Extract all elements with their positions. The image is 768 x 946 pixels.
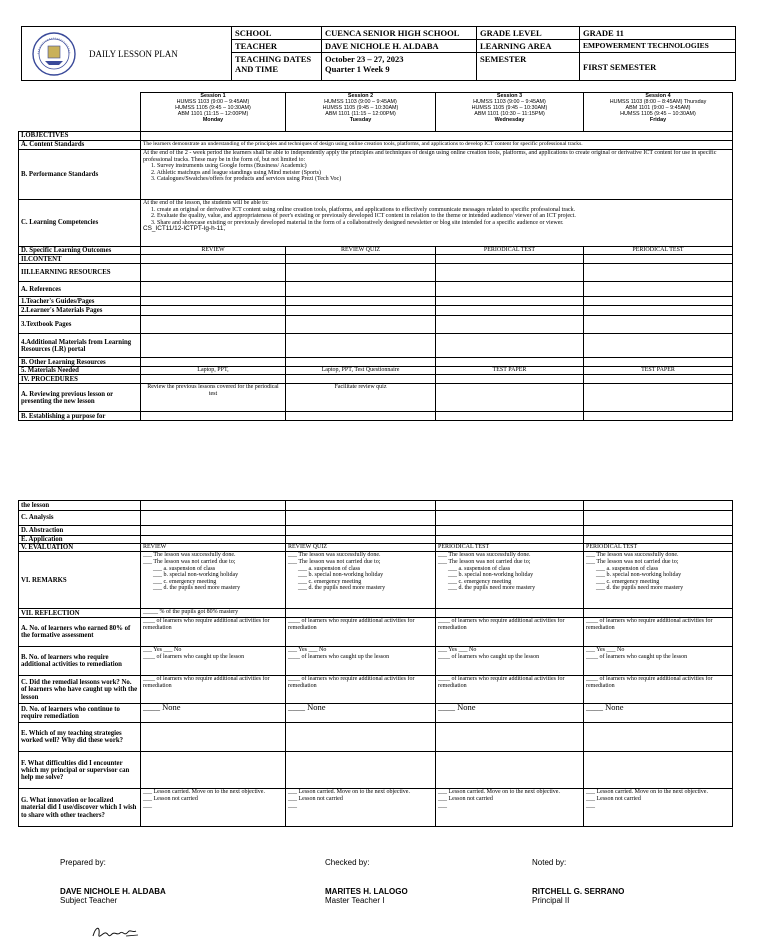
refl-c-3: ____ of learners who require additional activities for remediation xyxy=(436,676,584,704)
purpose-label: B. Establishing a purpose for xyxy=(19,412,141,421)
handwritten-signature-icon xyxy=(90,924,140,942)
outcome-2: REVIEW QUIZ xyxy=(286,247,436,255)
refl-g-label: G. What innovation or localized material did I use/discover which I wish to share with other teachers? xyxy=(19,789,141,827)
grade-value: GRADE 11 xyxy=(580,27,736,40)
noted-name: RITCHELL G. SERRANO xyxy=(532,887,625,896)
refl-d-4: ____ None xyxy=(584,704,733,723)
refl-b-label: B. No. of learners who require additional activities to remediation xyxy=(19,647,141,676)
refl-a-3: ____ of learners who require additional activities for remediation xyxy=(436,618,584,647)
abstraction-label: D. Abstraction xyxy=(19,526,141,536)
refl-g-3: ___ Lesson carried. Move on to the next objective. ___ Lesson not carried ___ xyxy=(436,789,584,827)
prepared-title: Subject Teacher xyxy=(60,896,118,905)
session-3: Session 3 HUMSS 1103 (9:00 – 9:45AM) HUMSS 1105 (9:45 – 10:30AM) ABM 1101 (10:30 – 11:15PM) Wednesday xyxy=(436,93,584,132)
school-label: SCHOOL xyxy=(232,27,322,40)
dates-label: TEACHING DATES AND TIME xyxy=(232,53,322,81)
checked-block xyxy=(325,887,408,905)
outcome-4: PERIODICAL TEST xyxy=(584,247,733,255)
reviewing-label: A. Reviewing previous lesson or presenting the new lesson xyxy=(19,384,141,412)
reflection-pct: _____ % of the pupils got 80% mastery xyxy=(141,609,286,618)
materials-4: TEST PAPER xyxy=(584,367,733,375)
learning-resources-heading: III.LEARNING RESOURCES xyxy=(19,264,141,282)
refl-d-2: ____ None xyxy=(286,704,436,723)
refl-d-3: ____ None xyxy=(436,704,584,723)
refl-c-4: ____ of learners who require additional activities for remediation xyxy=(584,676,733,704)
refl-b-1: ___ Yes ___ No ____ of learners who caught up the lesson xyxy=(141,647,286,676)
refl-d-label: D. No. of learners who continue to require remediation xyxy=(19,704,141,723)
header-logo-cell xyxy=(22,27,232,81)
refl-g-4: ___ Lesson carried. Move on to the next objective. ___ Lesson not carried ___ xyxy=(584,789,733,827)
content-heading: II.CONTENT xyxy=(19,255,141,264)
lesson-table-page1 xyxy=(18,92,733,421)
remarks-row xyxy=(19,552,733,609)
teacher-value: DAVE NICHOLE H. ALDABA xyxy=(322,40,477,53)
content-standards-text: The learners demonstrate an understanding of the principles and techniques of design using online creation tools, platforms, and applications to develop ICT content for specific professional tracks. xyxy=(141,141,733,150)
refl-g-1: ___ Lesson carried. Move on to the next objective. ___ Lesson not carried ___ xyxy=(141,789,286,827)
materials-1: Laptop, PPT, xyxy=(141,367,286,375)
evaluation-4: PERIODICAL TEST xyxy=(584,544,733,552)
checked-label: Checked by: xyxy=(325,858,370,867)
references-label: A. References xyxy=(19,282,141,297)
other-resources-label: B. Other Learning Resources xyxy=(19,358,141,367)
refl-a-1: ____ of learners who require additional activities for remediation xyxy=(141,618,286,647)
sessions-row xyxy=(19,93,733,132)
evaluation-1: REVIEW xyxy=(141,544,286,552)
content-standards-label: A. Content Standards xyxy=(19,141,141,150)
reviewing-2: Facilitate review quiz xyxy=(286,384,436,412)
teacher-label: TEACHER xyxy=(232,40,322,53)
remarks-4: ___ The lesson was successfully done. ___ The lesson was not carried due to; ___ a. suspension of class ___ b. special non-working holiday ___ c. emergency meeting ___ d. the pupils need more mastery xyxy=(584,552,733,609)
objectives-heading: I.OBJECTIVES xyxy=(19,132,141,141)
refl-b-2: ___ Yes ___ No ____ of learners who caught up the lesson xyxy=(286,647,436,676)
prepared-block xyxy=(60,887,166,905)
reviewing-1: Review the previous lessons covered for the periodical test xyxy=(141,384,286,412)
procedures-heading: IV. PROCEDURES xyxy=(19,375,141,384)
prepared-name: DAVE NICHOLE H. ALDABA xyxy=(60,887,166,896)
evaluation-2: REVIEW QUIZ xyxy=(286,544,436,552)
session-1: Session 1 HUMSS 1103 (9:00 – 9:45AM) HUMSS 1105 (9:45 – 10:30AM) ABM 1101 (11:15 – 12:00PM) Monday xyxy=(141,93,286,132)
dates-value: October 23 – 27, 2023 Quarter 1 Week 9 xyxy=(322,53,477,81)
specific-outcomes-label: D. Specific Learning Outcomes xyxy=(19,247,141,255)
area-value: EMPOWERMENT TECHNOLOGIES xyxy=(580,40,736,53)
application-label: E. Application xyxy=(19,536,141,544)
materials-needed-label: 5. Materials Needed xyxy=(19,367,141,375)
evaluation-3: PERIODICAL TEST xyxy=(436,544,584,552)
refl-g-2: ___ Lesson carried. Move on to the next objective. ___ Lesson not carried ___ xyxy=(286,789,436,827)
refl-f-label: F. What difficulties did I encounter which my principal or supervisor can help me solve? xyxy=(19,752,141,789)
school-seal-icon xyxy=(31,31,77,77)
learning-competencies-text: At the end of the lesson, the students will be able to: 1. create an original or derivative ICT content using online creation tools, platforms, and applications to effectively communicate messages related to specific professional track. 2. Evaluate the quality, value, and appropriateness of peer's existing or previously developed ICT content in relation to the theme or intended audience/ viewer of an ICT project. 3. Share and showcase existing or previously developed material in the form of a collaboratively designed newsletter or blog site intended for a specific audience or viewer. CS_ICT11/12-ICTPT-Ig-h-11, xyxy=(141,200,733,247)
learners-materials-label: 2.Learner's Materials Pages xyxy=(19,306,141,316)
refl-c-label: C. Did the remedial lessons work? No. of learners who have caught up with the lesson xyxy=(19,676,141,704)
grade-label: GRADE LEVEL xyxy=(477,27,580,40)
remarks-1: ___ The lesson was successfully done. ___ The lesson was not carried due to; ___ a. suspension of class ___ b. special non-working holiday ___ c. emergency meeting ___ d. the pupils need more mastery xyxy=(141,552,286,609)
refl-d-1: ____ None xyxy=(141,704,286,723)
lesson-table-page2 xyxy=(18,500,733,827)
reflection-heading: VII. REFLECTION xyxy=(19,609,141,618)
plan-title: DAILY LESSON PLAN xyxy=(89,48,178,59)
purpose-cont-label: the lesson xyxy=(19,501,141,511)
header-table xyxy=(21,26,736,81)
session-2: Session 2 HUMSS 1103 (9:00 – 9:45AM) HUMSS 1105 (9:45 – 10:30AM) ABM 1101 (11:15 – 12:00PM) Tuesday xyxy=(286,93,436,132)
materials-3: TEST PAPER xyxy=(436,367,584,375)
remarks-3: ___ The lesson was successfully done. ___ The lesson was not carried due to; ___ a. suspension of class ___ b. special non-working holiday ___ c. emergency meeting ___ d. the pupils need more mastery xyxy=(436,552,584,609)
performance-standards-label: B. Performance Standards xyxy=(19,150,141,200)
performance-standards-text: At the end of the 2 - week period the learners shall be able to independently apply the principles and techniques of design using online creation tools, platforms, and applications to create original or derivative ICT content for use in specific professional tracks. These may be in the form of, but not limited to: 1. Survey instruments using Google forms (Business/ Academic) 2. Athletic matchups and league standings using Mind meister (Sports) 3. Catalogues/Swatches/offers for products and services using Prezi (Tech Voc) xyxy=(141,150,733,200)
refl-a-label: A. No. of learners who earned 80% of the formative assessment xyxy=(19,618,141,647)
session-4: Session 4 HUMSS 1103 (8:00 – 8:45AM) Thursday ABM 1101 (9:00 – 9:45AM) HUMSS 1105 (9:45 – 10:30AM) Friday xyxy=(584,93,733,132)
noted-block xyxy=(532,887,624,905)
checked-title: Master Teacher I xyxy=(325,896,385,905)
refl-c-2: ____ of learners who require additional activities for remediation xyxy=(286,676,436,704)
textbook-label: 3.Textbook Pages xyxy=(19,316,141,334)
analysis-label: C. Analysis xyxy=(19,511,141,526)
outcome-3: PERIODICAL TEST xyxy=(436,247,584,255)
refl-a-2: ____ of learners who require additional activities for remediation xyxy=(286,618,436,647)
refl-c-1: ____ of learners who require additional activities for remediation xyxy=(141,676,286,704)
area-label: LEARNING AREA xyxy=(477,40,580,53)
refl-a-4: ____ of learners who require additional activities for remediation xyxy=(584,618,733,647)
semester-label: SEMESTER xyxy=(477,53,580,81)
outcome-1: REVIEW xyxy=(141,247,286,255)
refl-e-label: E. Which of my teaching strategies worked well? Why did these work? xyxy=(19,723,141,752)
materials-2: Laptop, PPT, Test Questionnaire xyxy=(286,367,436,375)
noted-title: Principal II xyxy=(532,896,570,905)
noted-label: Noted by: xyxy=(532,858,567,867)
evaluation-label: V. EVALUATION xyxy=(19,544,141,552)
refl-b-4: ___ Yes ___ No ____ of learners who caught up the lesson xyxy=(584,647,733,676)
remarks-label: VI. REMARKS xyxy=(19,552,141,609)
learning-competencies-label: C. Learning Competencies xyxy=(19,200,141,247)
teachers-guides-label: 1.Teacher's Guides/Pages xyxy=(19,297,141,306)
additional-materials-label: 4.Additional Materials from Learning Resources (LR) portal xyxy=(19,334,141,358)
checked-name: MARITES H. LALOGO xyxy=(325,887,408,896)
remarks-2: ___ The lesson was successfully done. ___ The lesson was not carried due to; ___ a. suspension of class ___ b. special non-working holiday ___ c. emergency meeting ___ d. the pupils need more mastery xyxy=(286,552,436,609)
school-value: CUENCA SENIOR HIGH SCHOOL xyxy=(322,27,477,40)
semester-value: FIRST SEMESTER xyxy=(580,53,736,81)
refl-b-3: ___ Yes ___ No ____ of learners who caught up the lesson xyxy=(436,647,584,676)
prepared-label: Prepared by: xyxy=(60,858,106,867)
